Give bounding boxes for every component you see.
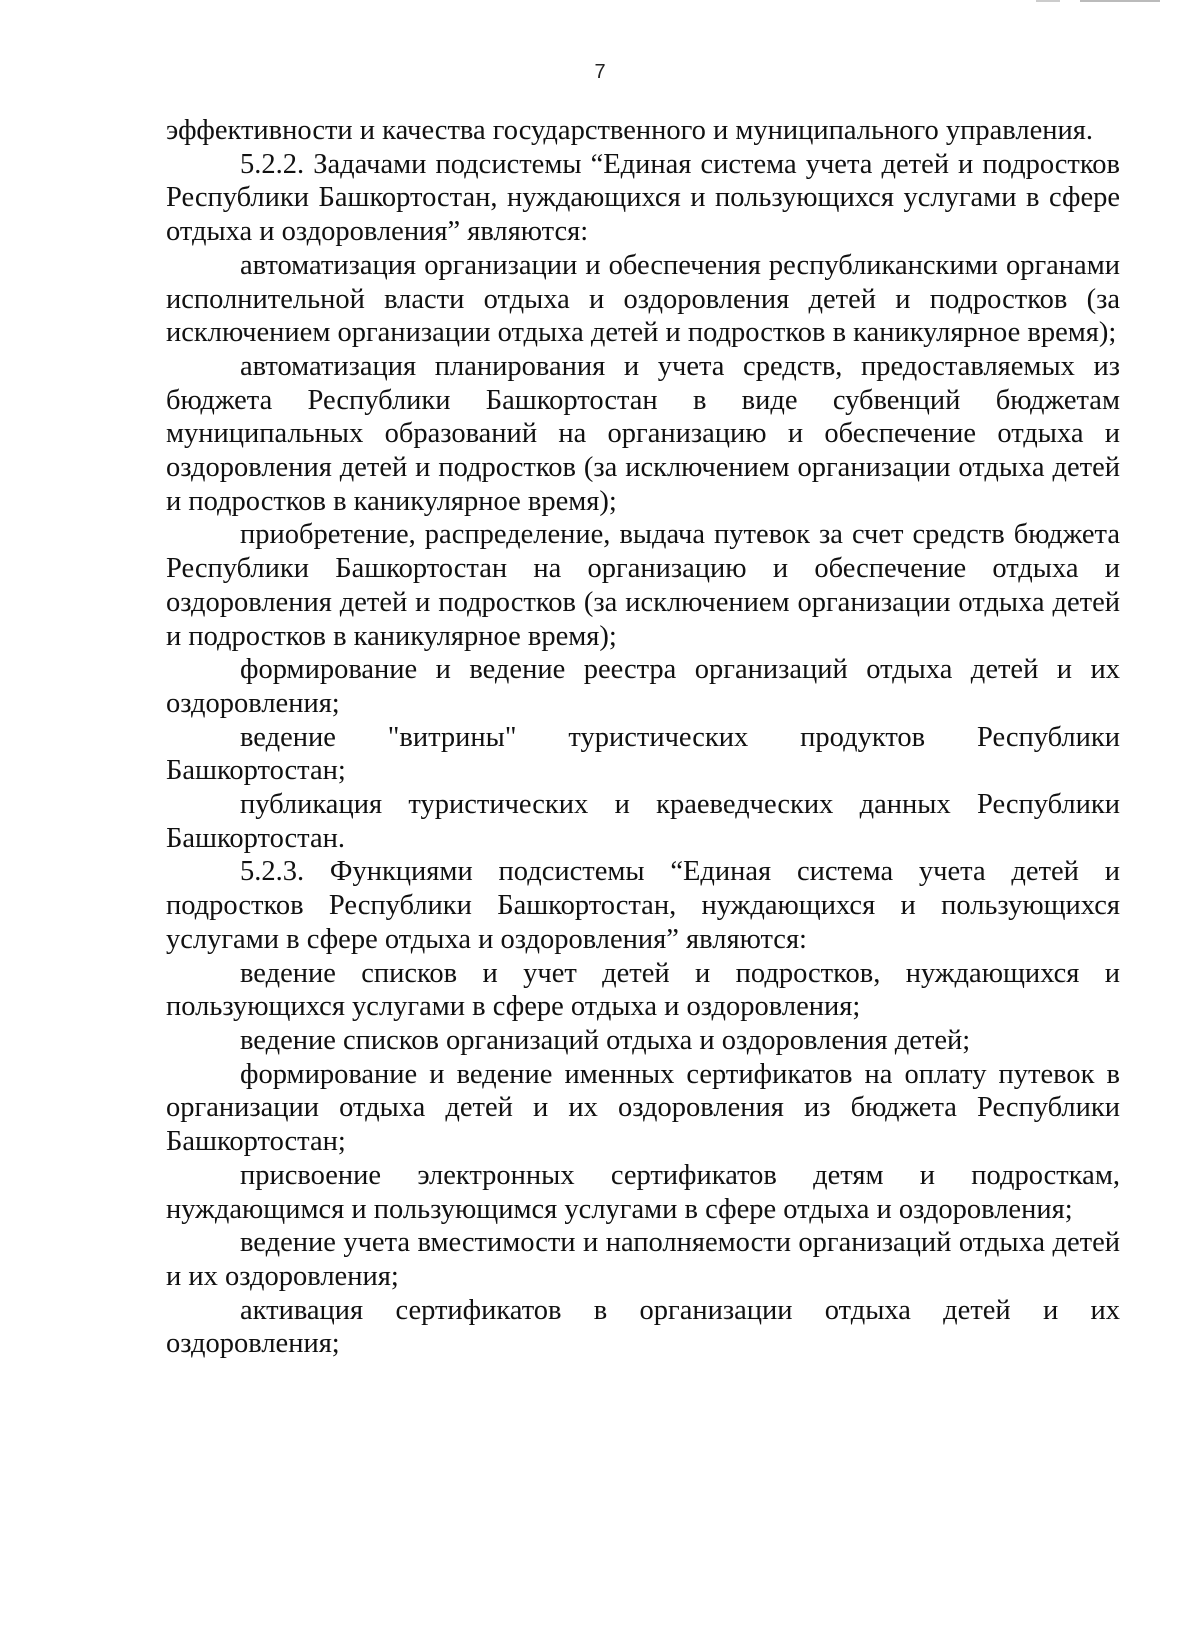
scan-artifact bbox=[1036, 0, 1060, 2]
paragraph-task: ведение "витрины" туристических продуктов Республики Башкортостан; bbox=[166, 721, 1120, 787]
paragraph-task: публикация туристических и краеведческих данных Республики Башкортостан. bbox=[166, 789, 1120, 854]
paragraph-function: формирование и ведение именных сертификатов на оплату путевок в организации отдыха детей и их оздоровления из бюджета Республики Башкортостан; bbox=[166, 1058, 1120, 1158]
paragraph-function: присвоение электронных сертификатов детям и подросткам, нуждающимся и пользующимся услугами в сфере отдыха и оздоровления; bbox=[166, 1159, 1120, 1225]
page-number: 7 bbox=[594, 61, 606, 83]
paragraph-section-5-2-2: 5.2.2. Задачами подсистемы “Единая система учета детей и подростков Республики Башкортостан, нуждающихся и пользующихся услугами в сфере отдыха и оздоровления” являются: bbox=[166, 148, 1120, 248]
paragraph-task: автоматизация планирования и учета средств, предоставляемых из бюджета Республики Башкортостан в виде субвенций бюджетам муниципальных образований на организацию и обеспечение отдыха и оздоровления детей и подростков (за исключением организации отдыха детей и подростков в каникулярное время); bbox=[166, 350, 1120, 517]
paragraph-section-5-2-3: 5.2.3. Функциями подсистемы “Единая система учета детей и подростков Республики Башкортостан, нуждающихся и пользующихся услугами в сфере отдыха и оздоровления” являются: bbox=[166, 856, 1120, 955]
paragraph-function: ведение учета вместимости и наполняемости организаций отдыха детей и их оздоровления; bbox=[166, 1227, 1120, 1292]
paragraph-function: ведение списков и учет детей и подростков, нуждающихся и пользующихся услугами в сфере отдыха и оздоровления; bbox=[166, 957, 1120, 1023]
paragraph-continuation: эффективности и качества государственного и муниципального управления. bbox=[166, 115, 1093, 146]
scan-artifact bbox=[1080, 0, 1160, 2]
paragraph-task: формирование и ведение реестра организаций отдыха детей и их оздоровления; bbox=[166, 654, 1120, 719]
paragraph-task: приобретение, распределение, выдача путевок за счет средств бюджета Республики Башкортостан на организацию и обеспечение отдыха и оздоровления детей и подростков (за исключением организации отдыха детей и подростков в каникулярное время); bbox=[166, 519, 1120, 652]
paragraph-function: активация сертификатов в организации отдыха детей и их оздоровления; bbox=[166, 1294, 1120, 1360]
paragraph-task: автоматизация организации и обеспечения республиканскими органами исполнительной власти отдыха и оздоровления детей и подростков (за исключением организации отдыха детей и подростков в каникулярное время); bbox=[166, 249, 1120, 349]
paragraph-function: ведение списков организаций отдыха и оздоровления детей; bbox=[240, 1024, 971, 1056]
document-body bbox=[166, 114, 1120, 1361]
